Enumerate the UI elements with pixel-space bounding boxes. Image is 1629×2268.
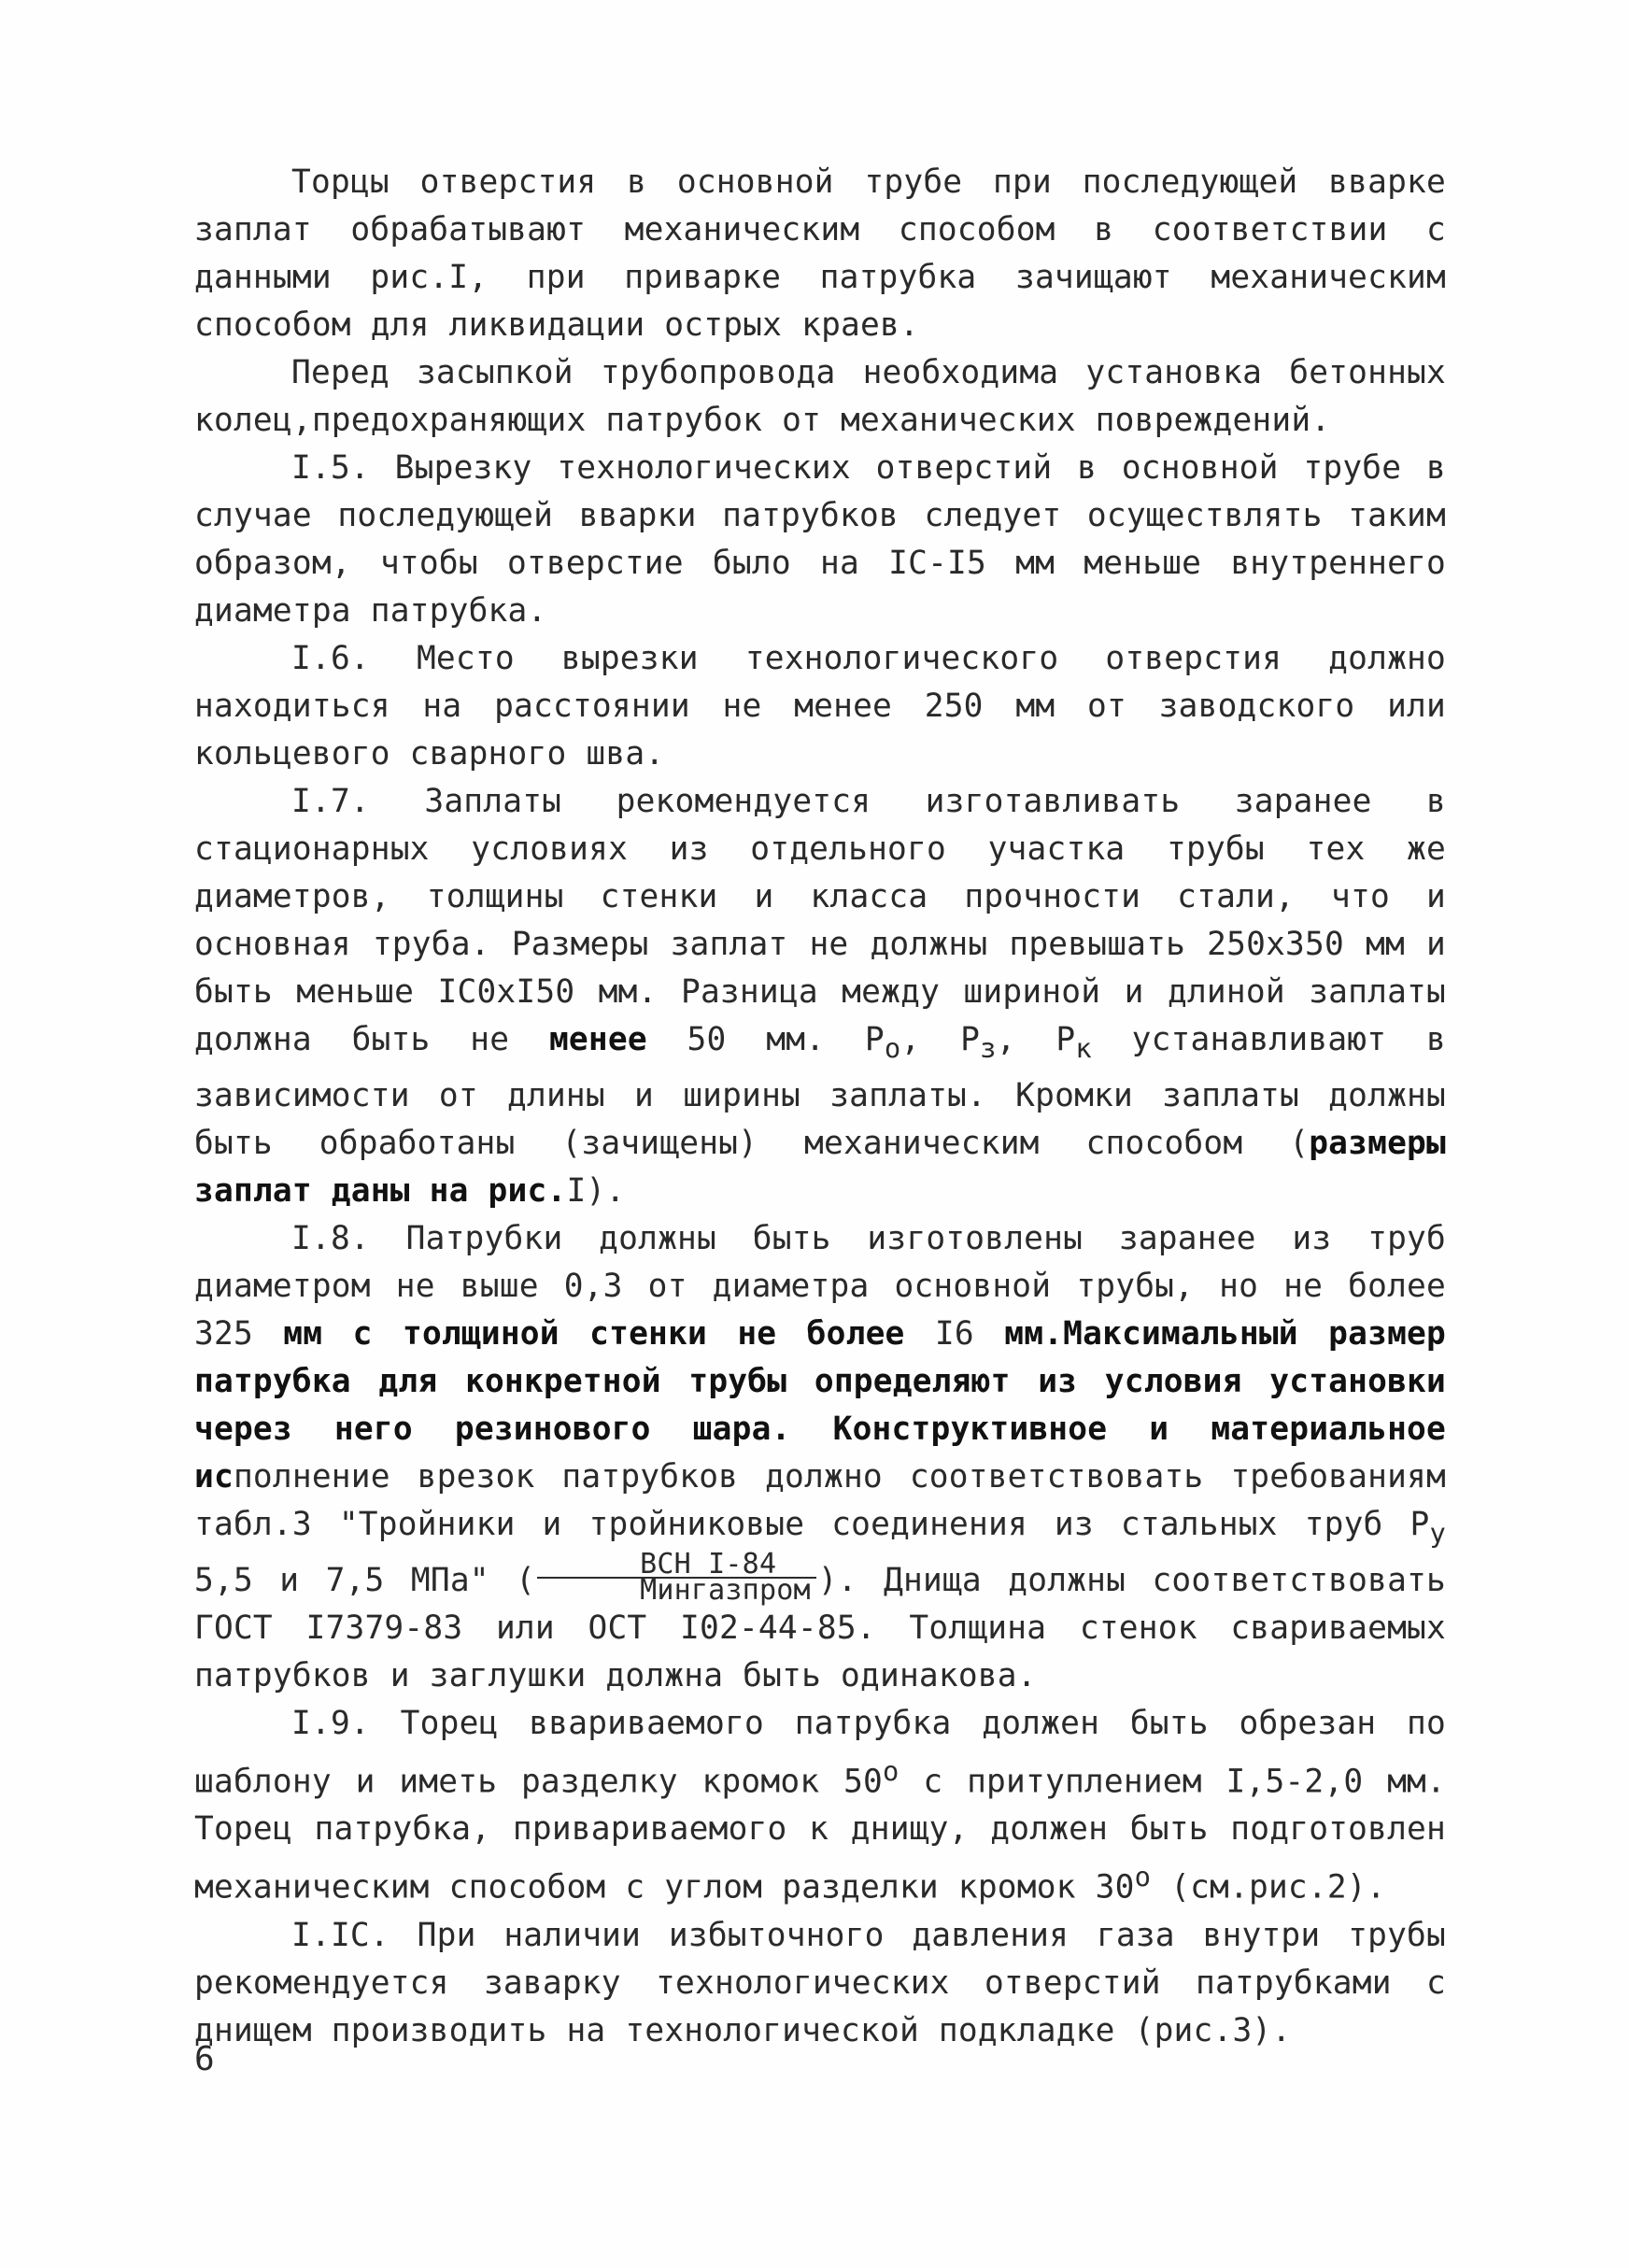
- text-run: (см.рис.2).: [1151, 1868, 1386, 1907]
- paragraph-p4: [194, 635, 1446, 778]
- text-run: ). Днища должны соответствовать ГОСТ I7379-83 или ОСТ I02-44-85. Толщина стенок свариваемых патрубков и заглушки должна быть одинакова.: [194, 1561, 1446, 1694]
- bold-text-run: размеры заплат даны на рис.: [194, 1124, 1446, 1210]
- paragraph-p7: [194, 1700, 1446, 1912]
- paragraph-p8: [194, 1912, 1446, 2055]
- text-run: Торцы отверстия в основной трубе при последующей вварке заплат обрабатывают механическим способом в соответствии с данными рис.I, при приварке патрубка зачищают механическим способом для ликвидации острых краев.: [194, 163, 1446, 344]
- paragraph-p2: [194, 349, 1446, 445]
- text-run: I.7. Заплаты рекомендуется изготавливать заранее в стационарных условиях из отдельного участка трубы тех же диаметров, толщины стенки и класса прочности стали, что и основная труба. Размеры заплат не должны превышать 250x350 мм и быть меньше IC0xI50 мм. Разница между шириной и длиной заплаты должна быть не: [194, 783, 1446, 1058]
- superscript-text: о: [1134, 1861, 1152, 1893]
- text-run: I6: [934, 1314, 1005, 1353]
- subscript-text: к: [1075, 1031, 1092, 1064]
- fraction-denominator: Мингазпром: [640, 1574, 811, 1608]
- bold-text-run: мм с толщиной стенки не более: [283, 1314, 935, 1353]
- text-run: , P: [996, 1021, 1076, 1058]
- text-run: Перед засыпкой трубопровода необходима установка бетонных колец,предохраняющих патрубок от механических повреждений.: [194, 354, 1446, 439]
- text-run: 50 мм. P: [646, 1021, 885, 1058]
- text-run: I.5. Вырезку технологических отверстий в основной трубе в случае последующей вварки патрубков следует осуществлять таким образом, чтобы отверстие было на IC-I5 мм меньше внутреннего диаметра патрубка.: [194, 449, 1446, 630]
- text-run: I.6. Место вырезки технологического отверстия должно находиться на расстоянии не менее 250 мм от заводского или кольцевого сварного шва.: [194, 640, 1446, 773]
- text-run: I.8. Патрубки должны быть изготовлены заранее из труб диаметром не выше 0,3 от диаметра основной трубы, но не более 325: [194, 1219, 1446, 1353]
- fraction: [537, 1548, 816, 1608]
- text-run: , P: [900, 1021, 981, 1058]
- subscript-text: у: [1429, 1516, 1446, 1549]
- text-run: I.IC. При наличии избыточного давления газа внутри трубы рекомендуется заварку технологических отверстий патрубками с днищем производить на технологической подкладке (рис.3).: [194, 1916, 1446, 2049]
- paragraph-p1: [194, 159, 1446, 349]
- text-run: I).: [566, 1171, 626, 1210]
- text-run: 5,5 и 7,5 МПа" (: [194, 1561, 536, 1599]
- document-body: [194, 159, 1446, 2055]
- superscript-text: о: [883, 1754, 899, 1787]
- text-run: полнение врезок патрубков должно соответствовать требованиям табл.3 "Тройники и тройниковые соединения из стальных труб P: [194, 1457, 1446, 1543]
- text-run: I.9. Торец ввариваемого патрубка должен быть обрезан по шаблону и иметь разделку кромок 50: [194, 1704, 1446, 1801]
- fraction-numerator: ВСН I-84: [537, 1552, 816, 1579]
- bold-text-run: мм.Максимальный размер патрубка для конкретной трубы определяют из условия установки через него резинового шара. Конструктивное и материальное ис: [194, 1314, 1446, 1495]
- text-run: устанавливают в зависимости от длины и ширины заплаты. Кромки заплаты должны быть обработаны (зачищены) механическим способом (: [194, 1021, 1446, 1162]
- paragraph-p5: [194, 778, 1446, 1215]
- paragraph-p6: [194, 1215, 1446, 1700]
- page-number: 6: [194, 2040, 215, 2078]
- bold-text-run: менее: [548, 1021, 647, 1058]
- subscript-text: з: [980, 1031, 997, 1064]
- paragraph-p3: [194, 445, 1446, 635]
- subscript-text: о: [884, 1031, 901, 1064]
- text-run: с притуплением I,5-2,0 мм. Торец патрубка, привариваемого к днищу, должен быть подготовлен механическим способом с углом разделки кромок 30: [194, 1763, 1446, 1907]
